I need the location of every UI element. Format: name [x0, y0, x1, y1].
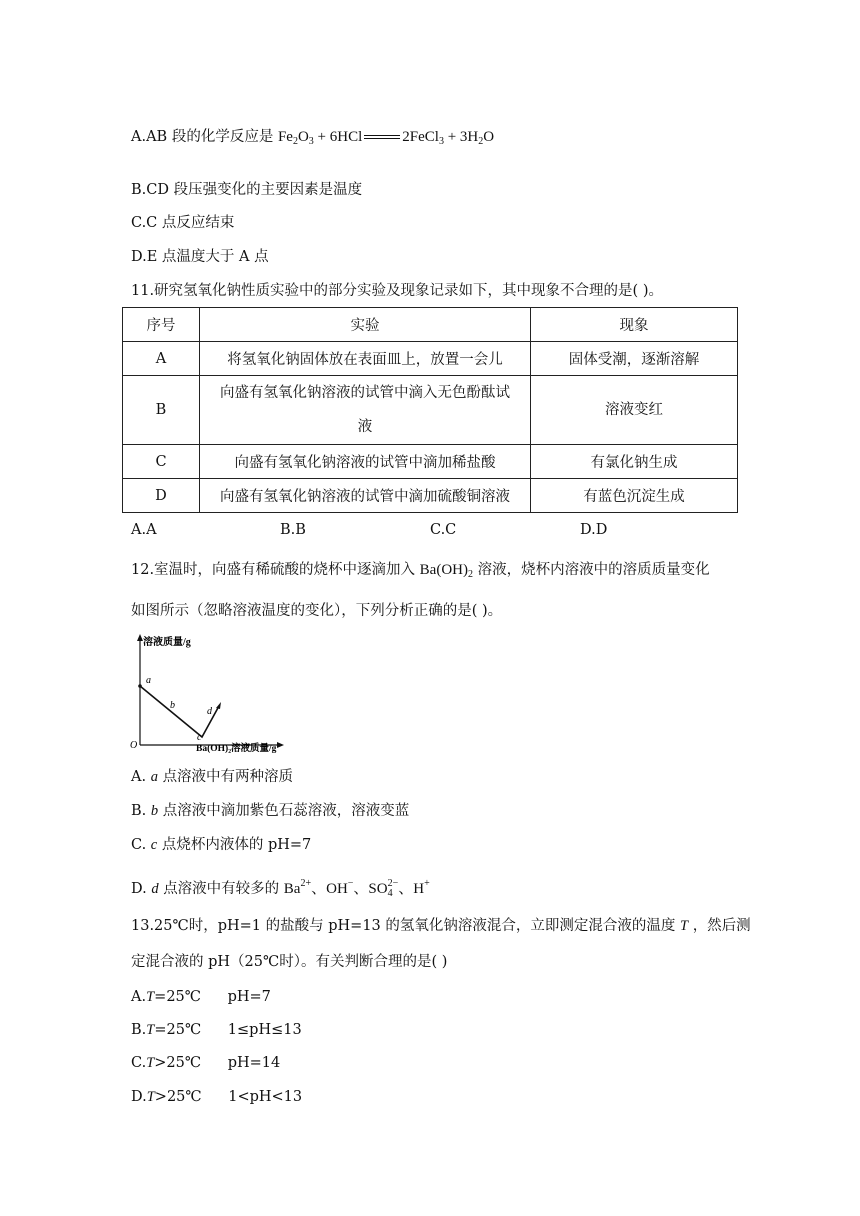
- baoh2-formula: $Ba(OH)_2$: [419, 562, 473, 580]
- q13-stem-line1: 13.25℃时，pH=1 的盐酸与 pH=13 的氢氧化钠溶液混合，立即测定混合液的温度 T ，然后测: [131, 918, 751, 934]
- series-arrow: [216, 702, 221, 709]
- q12-stem-line1: 12.室温时，向盛有稀硫酸的烧杯中逐滴加入 $Ba(OH)_2$ 溶液，烧杯内溶液中的溶质质量变化: [131, 562, 710, 580]
- table-row: A 将氢氧化钠固体放在表面皿上，放置一会儿 固体受潮，逐渐溶解: [123, 342, 738, 376]
- table-row: B 向盛有氢氧化钠溶液的试管中滴入无色酚酞试 液 溶液变红: [123, 376, 738, 445]
- q12-chart: [118, 630, 298, 755]
- q12-option-a: A. a 点溶液中有两种溶质: [131, 769, 294, 785]
- q10-equation: $Fe_2O_3 + 6HCl$ 2FeCl$_3$ + $3H_2O$: [277, 129, 495, 147]
- q12-option-d: D. d 点溶液中有较多的 $Ba^{2+}$、OH−、$SO_4^{2-}$、H+: [131, 878, 430, 899]
- table-header-row: [123, 308, 738, 342]
- q13-option-d: D.T>25℃ 1<pH<13: [131, 1089, 303, 1105]
- header-phenomenon: 现象: [531, 308, 738, 342]
- x-axis-label: Ba(OH)₂溶液质量/g: [196, 744, 277, 754]
- y-axis-label: 溶液质量/g: [143, 637, 191, 648]
- q13-option-a: A.T=25℃ pH=7: [131, 989, 271, 1005]
- q11-stem: 11.研究氢氧化钠性质实验中的部分实验及现象记录如下，其中现象不合理的是( )。: [131, 283, 663, 299]
- header-experiment: 实验: [200, 308, 531, 342]
- q10-option-c: C.C 点反应结束: [131, 215, 235, 231]
- point-label-b: b: [170, 700, 175, 711]
- ion-list: $Ba^{2+}$、OH−、$SO_4^{2-}$、H+: [283, 878, 430, 899]
- q11-option-d: D.D: [580, 522, 608, 538]
- q11-options: [131, 522, 731, 542]
- q11-option-b: B.B: [280, 522, 306, 538]
- point-label-a: a: [146, 675, 151, 686]
- q10-option-a: A.AB 段的化学反应是 $Fe_2O_3 + 6HCl$ 2FeCl$_3$ + $3H_2O$: [131, 129, 495, 147]
- q12-option-c: C. c 点烧杯内液体的 pH=7: [131, 837, 312, 853]
- q11-option-c: C.C: [430, 522, 457, 538]
- table-row: D 向盛有氢氧化钠溶液的试管中滴加硫酸铜溶液 有蓝色沉淀生成: [123, 479, 738, 513]
- q12-stem-line2: 如图所示（忽略溶液温度的变化），下列分析正确的是( )。: [131, 603, 503, 619]
- q13-stem-line2: 定混合液的 pH（25℃时）。有关判断合理的是( ): [131, 954, 448, 970]
- point-label-d: d: [207, 706, 212, 717]
- origin-label: O: [130, 740, 138, 751]
- q13-option-b: B.T=25℃ 1≤pH≤13: [131, 1022, 302, 1038]
- q11-table: [122, 307, 738, 513]
- x-axis-arrow: [277, 742, 284, 748]
- q13-option-c: C.T>25℃ pH=14: [131, 1055, 281, 1071]
- q10-option-b: B.CD 段压强变化的主要因素是温度: [131, 182, 363, 198]
- point-label-c: c: [197, 732, 202, 743]
- q12-option-b: B. b 点溶液中滴加紫色石蕊溶液，溶液变蓝: [131, 803, 410, 819]
- q11-option-a: A.A: [131, 522, 157, 538]
- header-index: 序号: [123, 308, 200, 342]
- point-a: [138, 684, 142, 688]
- table-row: C 向盛有氢氧化钠溶液的试管中滴加稀盐酸 有氯化钠生成: [123, 445, 738, 479]
- q10-option-d: D.E 点温度大于 A 点: [131, 249, 269, 265]
